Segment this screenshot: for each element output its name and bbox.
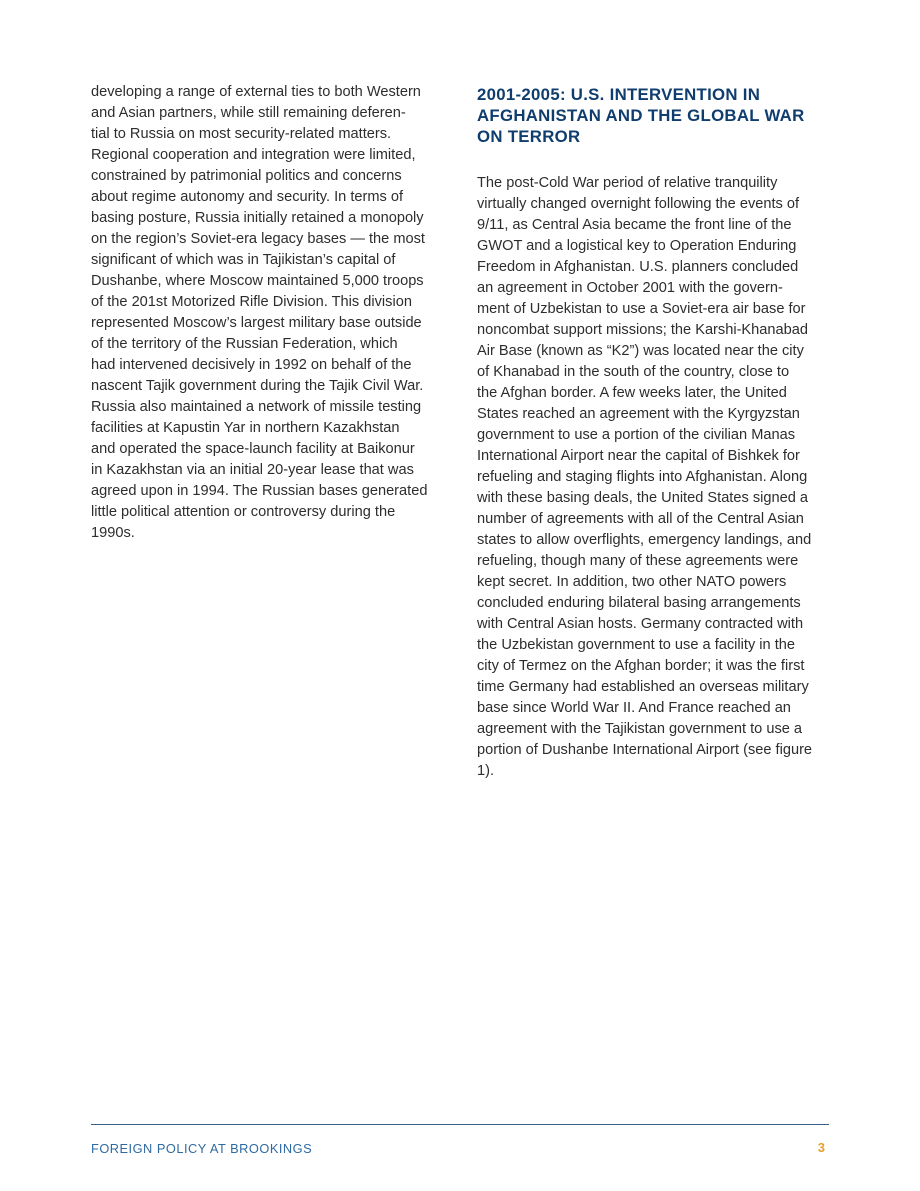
footer-divider <box>91 1124 829 1125</box>
body-paragraph-left: developing a range of external ties to both Western and Asian partners, while still remaining deferen- tial to Russia on most security-related matters. Regional cooperation and integration were limited, constrained by patrimonial politics and concerns about regime autonomy and security. In terms of basing posture, Russia initially retained a monopoly on the region’s Soviet-era legacy bases — the most significant of which was in Tajikistan’s capital of Dushanbe, where Moscow maintained 5,000 troops of the 201st Motorized Rifle Division. This division represented Moscow’s largest military base outside of the territory of the Russian Federation, which had intervened decisively in 1992 on behalf of the nascent Tajik government during the Tajik Civil War. Russia also maintained a network of missile testing facilities at Kapustin Yar in northern Kazakhstan and operated the space-launch facility at Baikonur in Kazakhstan via an initial 20-year lease that was agreed upon in 1994. The Russian bases generated little political attention or controversy during the 1990s. <box>91 84 428 541</box>
body-paragraph-right: The post-Cold War period of relative tranquility virtually changed overnight following the events of 9/11, as Central Asia became the front line of the GWOT and a logistical key to Operation Enduring Freedom in Afghanistan. U.S. planners concluded an agreement in October 2001 with the govern- ment of Uzbekistan to use a Soviet-era air base for noncombat support missions; the Karshi-Khanabad Air Base (known as “K2”) was located near the city of Khanabad in the south of the country, close to the Afghan border. A few weeks later, the United States reached an agreement with the Kyrgyzstan government to use a portion of the civilian Manas International Airport near the capital of Bishkek for refueling and staging flights into Afghanistan. Along with these basing deals, the United States signed a number of agreements with all of the Central Asian states to allow overflights, emergency landings, and refueling, though many of these agreements were kept secret. In addition, two other NATO powers concluded enduring bilateral basing arrangements with Central Asian hosts. Germany contracted with the Uzbekistan government to use a facility in the city of Termez on the Afghan border; it was the first time Germany had established an overseas military base since World War II. And France reached an agreement with the Tajikistan government to use a portion of Dushanbe International Airport (see figure 1). <box>477 175 813 779</box>
page-number: 3 <box>817 1140 825 1155</box>
right-column <box>477 82 829 782</box>
footer-publication-name: FOREIGN POLICY AT BROOKINGS <box>91 1141 313 1156</box>
section-heading: 2001-2005: U.S. INTERVENTION IN AFGHANISTAN AND THE GLOBAL WAR ON TERROR <box>477 85 805 146</box>
left-column <box>91 82 436 544</box>
